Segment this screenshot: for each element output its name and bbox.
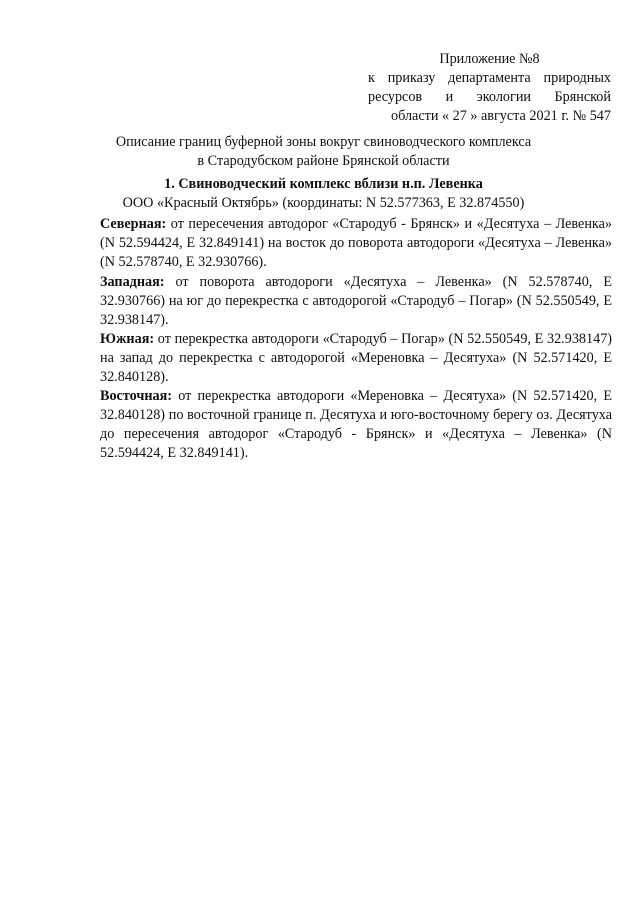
appendix-line-3: области « 27 » августа 2021 г. № 547 — [390, 108, 611, 124]
border-label: Восточная: — [100, 388, 173, 404]
border-section-west — [100, 273, 612, 330]
document-description — [100, 133, 547, 171]
description-line-2: в Стародубском районе Брянской области — [197, 153, 450, 169]
border-label: Западная: — [100, 274, 165, 290]
appendix-title: Приложение №8 — [439, 51, 540, 67]
border-label: Южная: — [100, 331, 155, 347]
border-label: Северная: — [100, 216, 167, 232]
object-heading: 1. Свиноводческий комплекс вблизи н.п. Левенка — [164, 176, 483, 192]
description-line-1: Описание границ буферной зоны вокруг свиноводческого комплекса — [115, 134, 532, 150]
border-text: от поворота автодороги «Десятуха – Левенка» (N 52.578740, E 32.930766) на юг до перекрестка с автодорогой «Стародуб – Погар» (N 52.550549, E 32.938147). — [100, 274, 612, 328]
border-section-north — [100, 215, 612, 272]
border-text: от перекрестка автодороги «Стародуб – Погар» (N 52.550549, E 32.938147) на запад до перекрестка с автодорогой «Мереновка – Десятуха» (N 52.571420, E 32.840128). — [100, 331, 613, 385]
border-section-south — [100, 330, 612, 387]
border-section-east — [100, 387, 612, 463]
object-owner: ООО «Красный Октябрь» (координаты: N 52.577363, E 32.874550) — [122, 195, 525, 211]
border-text: от перекрестка автодороги «Мереновка – Десятуха» (N 52.571420, E 32.840128) по восточной границе п. Десятуха и юго-восточному берегу оз. Десятуха до пересечения автодорог «Стародуб - Брянск» и «Десятуха – Левенка» (N 52.594424, E 32.849141). — [100, 388, 613, 461]
appendix-line-1: к приказу департамента природных — [368, 70, 611, 86]
object-block — [100, 175, 547, 213]
appendix-block — [368, 50, 611, 126]
appendix-line-2: ресурсов и экологии Брянской — [368, 89, 611, 105]
border-text: от пересечения автодорог «Стародуб - Брянск» и «Десятуха – Левенка» (N 52.594424, E 32.849141) на восток до поворота автодороги «Десятуха – Левенка» (N 52.578740, E 32.930766). — [100, 216, 612, 270]
